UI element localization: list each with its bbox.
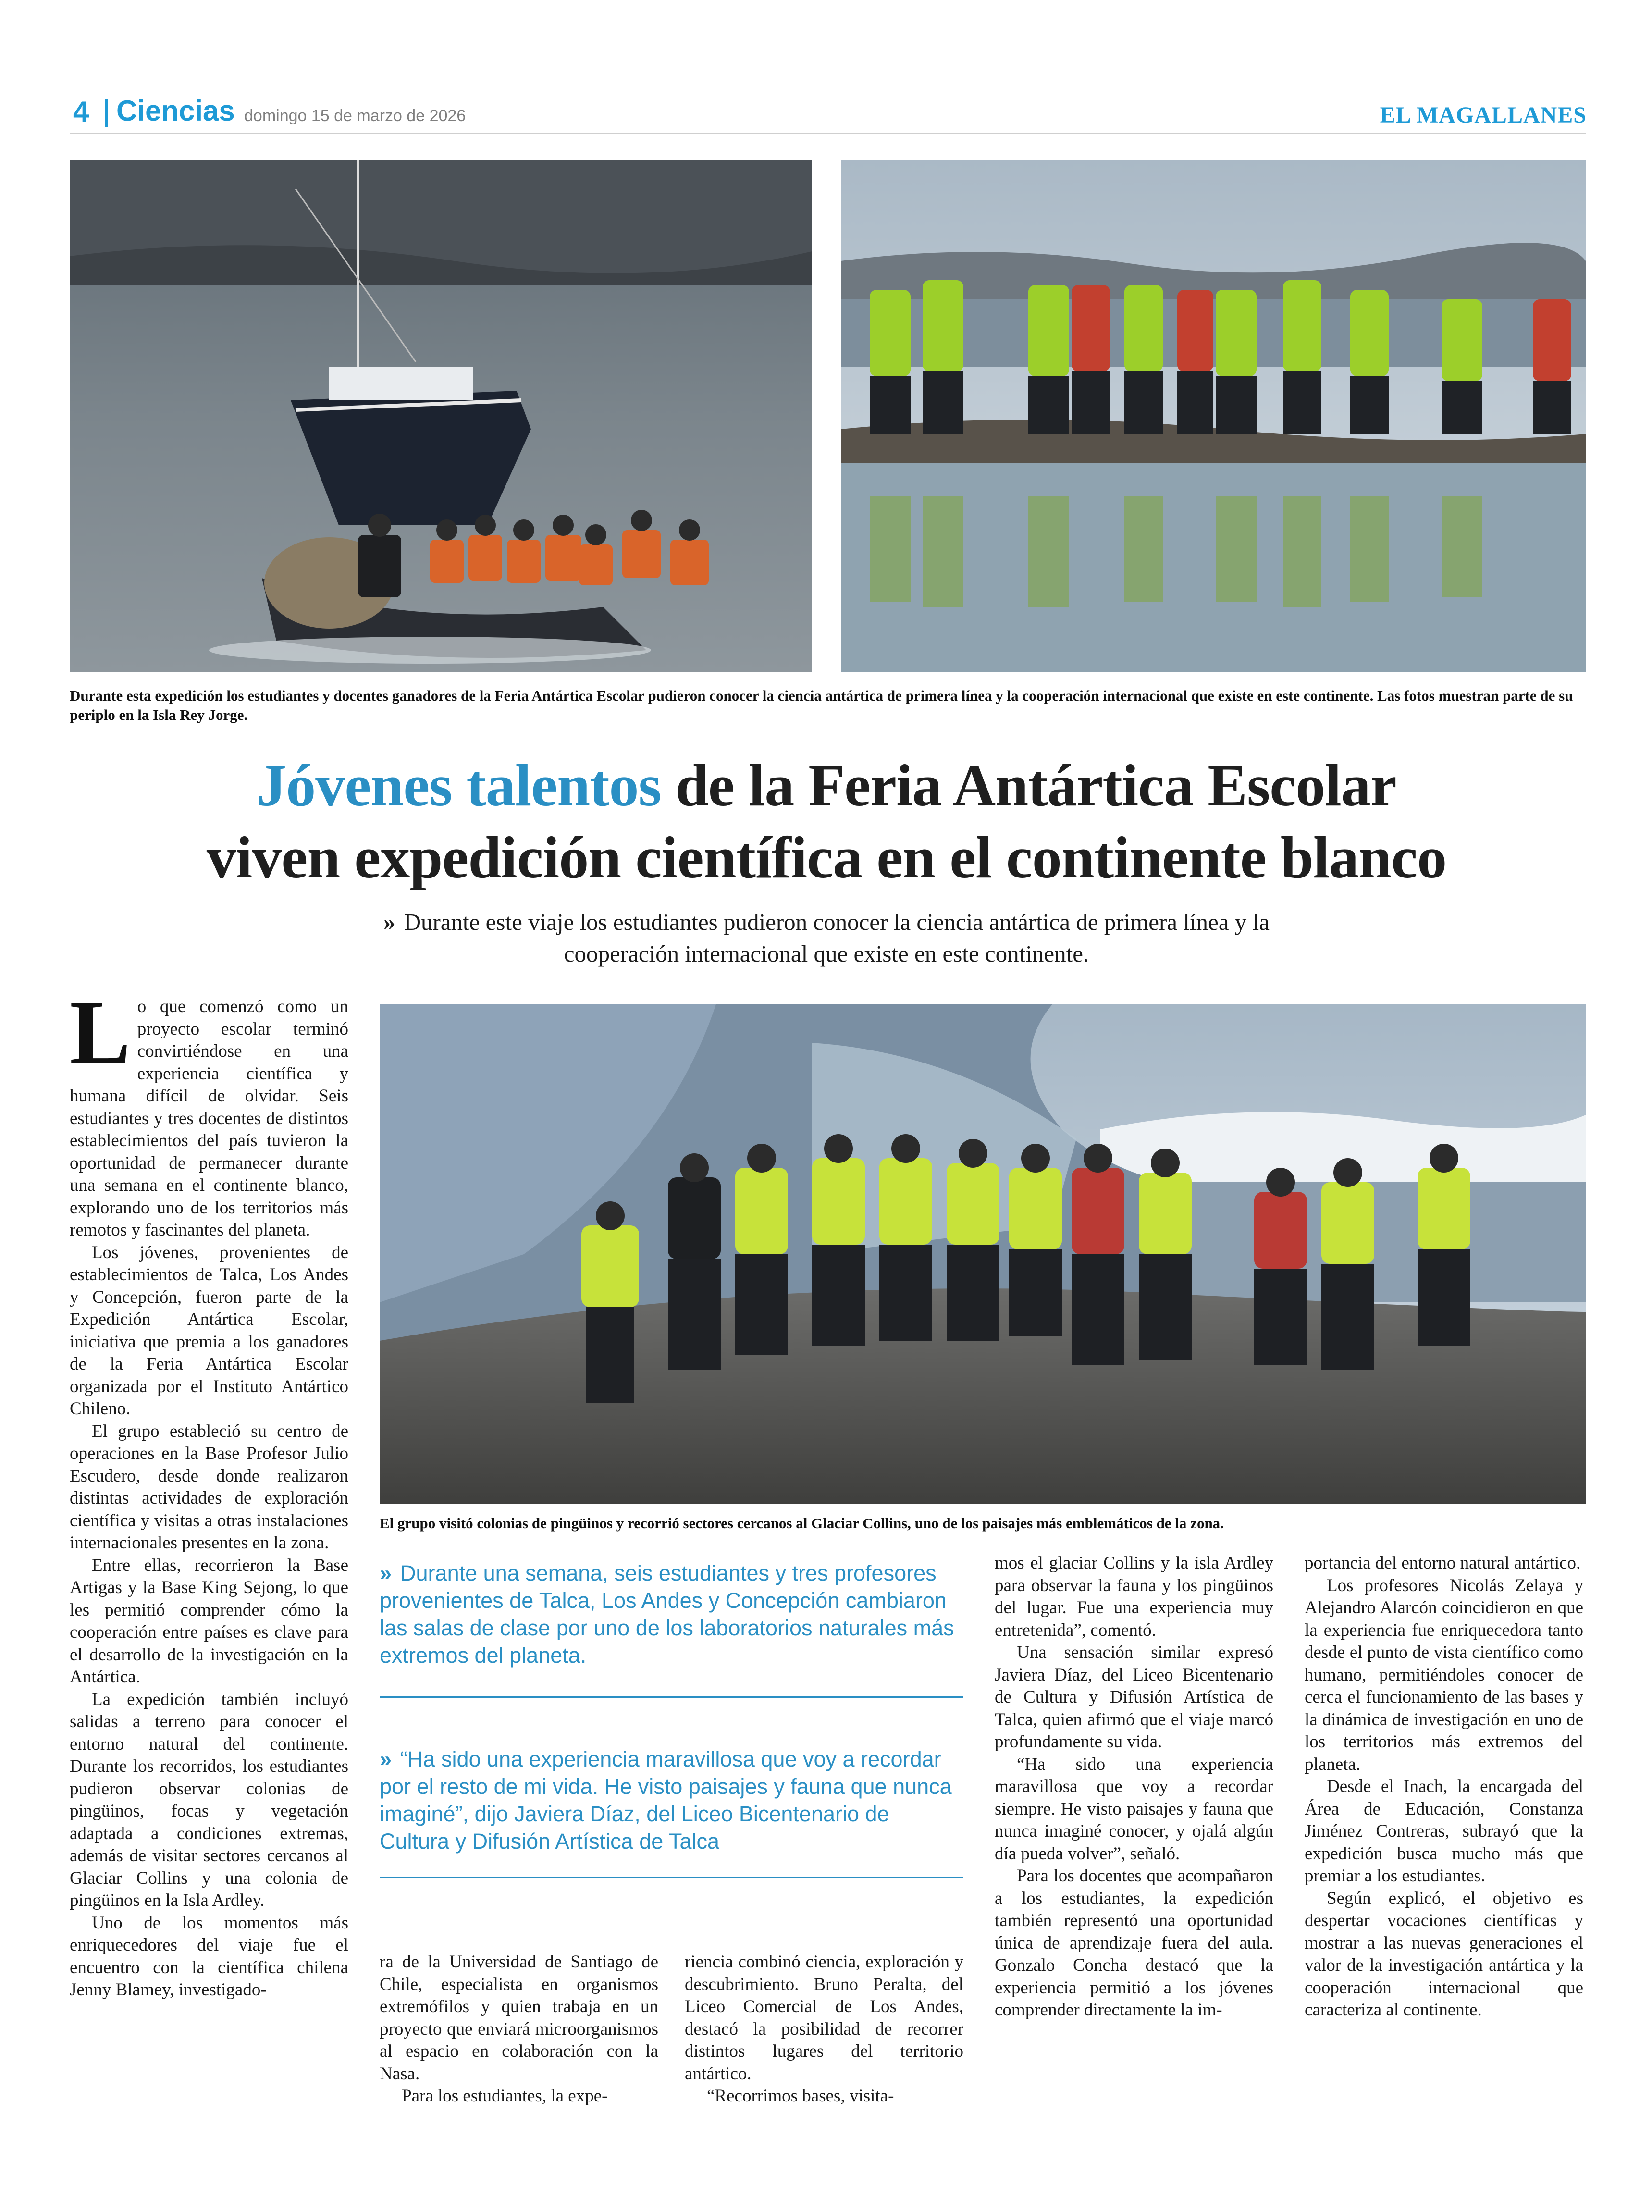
headline-highlight: Jóvenes talentos <box>257 753 661 818</box>
pullquote-2-text: “Ha sido una experiencia maravillosa que voy a recordar por el resto de mi vida. He visto paisajes y fauna que nunca imaginé”, dijo Javiera Díaz, del Liceo Bicentenario de Cultura y Difusión Artística de Talca <box>380 1747 952 1854</box>
paragraph: ra de la Universidad de Santiago de Chile, especialista en organismos extremófilos y quien trabaja en un proyecto que enviará microorganismos al espacio en colaboración con la Nasa. <box>380 1952 658 2084</box>
main-photo-caption: El grupo visitó colonias de pingüinos y recorrió sectores cercanos al Glaciar Collins, uno de los paisajes más emblemáticos de la zona. <box>380 1515 1224 1532</box>
deck-arrow-icon: » <box>383 909 395 935</box>
pullquote-divider <box>380 1877 963 1878</box>
header-rule <box>70 133 1586 134</box>
paragraph: Según explicó, el objetivo es despertar vocaciones científicas y mostrar a las nuevas generaciones el valor de la investigación antártica y la cooperación internacional que caracteriza al continente. <box>1305 1888 1583 2020</box>
pullquote-arrow-icon: » <box>380 1747 392 1771</box>
headline-line1 <box>67 750 1586 822</box>
paragraph: “Ha sido una experiencia maravillosa que voy a recordar siempre. He visto paisajes y fauna que nunca imaginé conocer, y ojalá algún día pueda volver”, señaló. <box>995 1754 1273 1864</box>
article-column-2 <box>380 1951 658 2108</box>
paragraph: Entre ellas, recorrieron la Base Artigas y la Base King Sejong, lo que les permitió comprender cómo la cooperación entre países es clave para el desarrollo de la investigación en la Antártica. <box>70 1555 348 1687</box>
article-column-3 <box>685 1951 963 2108</box>
article-column-1 <box>70 982 348 2002</box>
paragraph: riencia combinó ciencia, exploración y descubrimiento. Bruno Peralta, del Liceo Comercial de Los Andes, destacó la posibilidad de recorrer distintos lugares del territorio antártico. <box>685 1952 963 2084</box>
publication-date: domingo 15 de marzo de 2026 <box>244 107 466 125</box>
photo-group-shore <box>841 160 1586 672</box>
page-number: 4 <box>73 96 89 128</box>
photo-zodiac-boat <box>70 160 812 672</box>
section-name: Ciencias <box>116 95 235 127</box>
headline <box>67 750 1586 894</box>
article-column-4 <box>995 1552 1273 2022</box>
drop-cap: L <box>70 982 131 1083</box>
paragraph: portancia del entorno natural antártico. <box>1305 1553 1581 1573</box>
paragraph: Los jóvenes, provenientes de establecimientos de Talca, Los Andes y Concepción, fueron parte de la Expedición Antártica Escolar, iniciativa que premia a los ganadores de la Feria Antártica Escolar organizada por el Instituto Antártico Chileno. <box>70 1242 348 1419</box>
paragraph: El grupo estableció su centro de operaciones en la Base Profesor Julio Escudero, desde donde realizaron distintas actividades de exploración científica y visitas a otras instalaciones internacionales presentes en la zona. <box>70 1421 348 1553</box>
paragraph: La expedición también incluyó salidas a terreno para conocer el entorno natural del continente. Durante los recorridos, los estudiantes pudieron observar colonias de pingüinos, focas y vegetación adaptada a condiciones extremas, además de visitar sectores cercanos al Glaciar Collins y una colonia de pingüinos en la Isla Ardley. <box>70 1689 348 1910</box>
paragraph: o que comenzó como un proyecto escolar terminó convirtiéndose en una experiencia científica y humana difícil de olvidar. Seis estudiantes y tres docentes de distintos establecimientos del país tuvieron la oportunidad de permanecer durante una semana en el continente blanco, explorando uno de los territorios más remotos y fascinantes del planeta. <box>70 997 348 1240</box>
pullquote-arrow-icon: » <box>380 1561 392 1585</box>
paragraph: mos el glaciar Collins y la isla Ardley para observar la fauna y los pingüinos del lugar. Fue una experiencia muy entretenida”, comentó. <box>995 1553 1273 1640</box>
paragraph: Para los estudiantes, la expe- <box>402 2086 608 2106</box>
pullquote-divider <box>380 1696 963 1698</box>
headline-rest: de la Feria Antártica Escolar <box>661 753 1396 818</box>
article-column-5 <box>1305 1552 1583 2022</box>
photo-glacier-group <box>380 1004 1586 1504</box>
deck-text: Durante este viaje los estudiantes pudieron conocer la ciencia antártica de primera línea y la cooperación internacional que existe en este continente. <box>404 909 1270 967</box>
pullquote-2 <box>380 1745 956 1855</box>
paragraph: Para los docentes que acompañaron a los estudiantes, la expedición también representó una oportunidad única de aprendizaje fuera del aula. Gonzalo Concha destacó que la experiencia permitió a los jóvenes comprender directamente la im- <box>995 1866 1273 2020</box>
top-photos-caption: Durante esta expedición los estudiantes y docentes ganadores de la Feria Antártica Escolar pudieron conocer la ciencia antártica de primera línea y la cooperación internacional que existe en este continente. Las fotos muestran parte de su periplo en la Isla Rey Jorge. <box>70 687 1573 723</box>
paragraph: Uno de los momentos más enriquecedores del viaje fue el encuentro con la científica chilena Jenny Blamey, investigado- <box>70 1913 348 2000</box>
paragraph: Los profesores Nicolás Zelaya y Alejandro Alarcón coincidieron en que la experiencia fue enriquecedora tanto desde el punto de vista científico como humano, permitiéndoles conocer de cerca el funcionamiento de las bases y la dinámica de investigación en uno de los territorios más extremos del planeta. <box>1305 1575 1583 1774</box>
headline-line2: viven expedición científica en el continente blanco <box>206 825 1447 890</box>
deck <box>336 906 1317 970</box>
publication-name: EL MAGALLANES <box>1380 102 1587 128</box>
paragraph: Desde el Inach, la encargada del Área de Educación, Constanza Jiménez Contreras, subrayó que la expedición busca mucho más que premiar a los estudiantes. <box>1305 1777 1583 1886</box>
pullquote-1 <box>380 1559 956 1669</box>
pullquote-1-text: Durante una semana, seis estudiantes y tres profesores provenientes de Talca, Los Andes y Concepción cambiaron las salas de clase por uno de los laboratorios naturales más extremos del planeta. <box>380 1561 954 1668</box>
paragraph: Una sensación similar expresó Javiera Díaz, del Liceo Bicentenario de Cultura y Difusión Artística de Talca, quien afirmó que el viaje marcó profundamente su vida. <box>995 1643 1273 1752</box>
paragraph: “Recorrimos bases, visita- <box>707 2086 894 2106</box>
header-divider <box>105 99 108 127</box>
